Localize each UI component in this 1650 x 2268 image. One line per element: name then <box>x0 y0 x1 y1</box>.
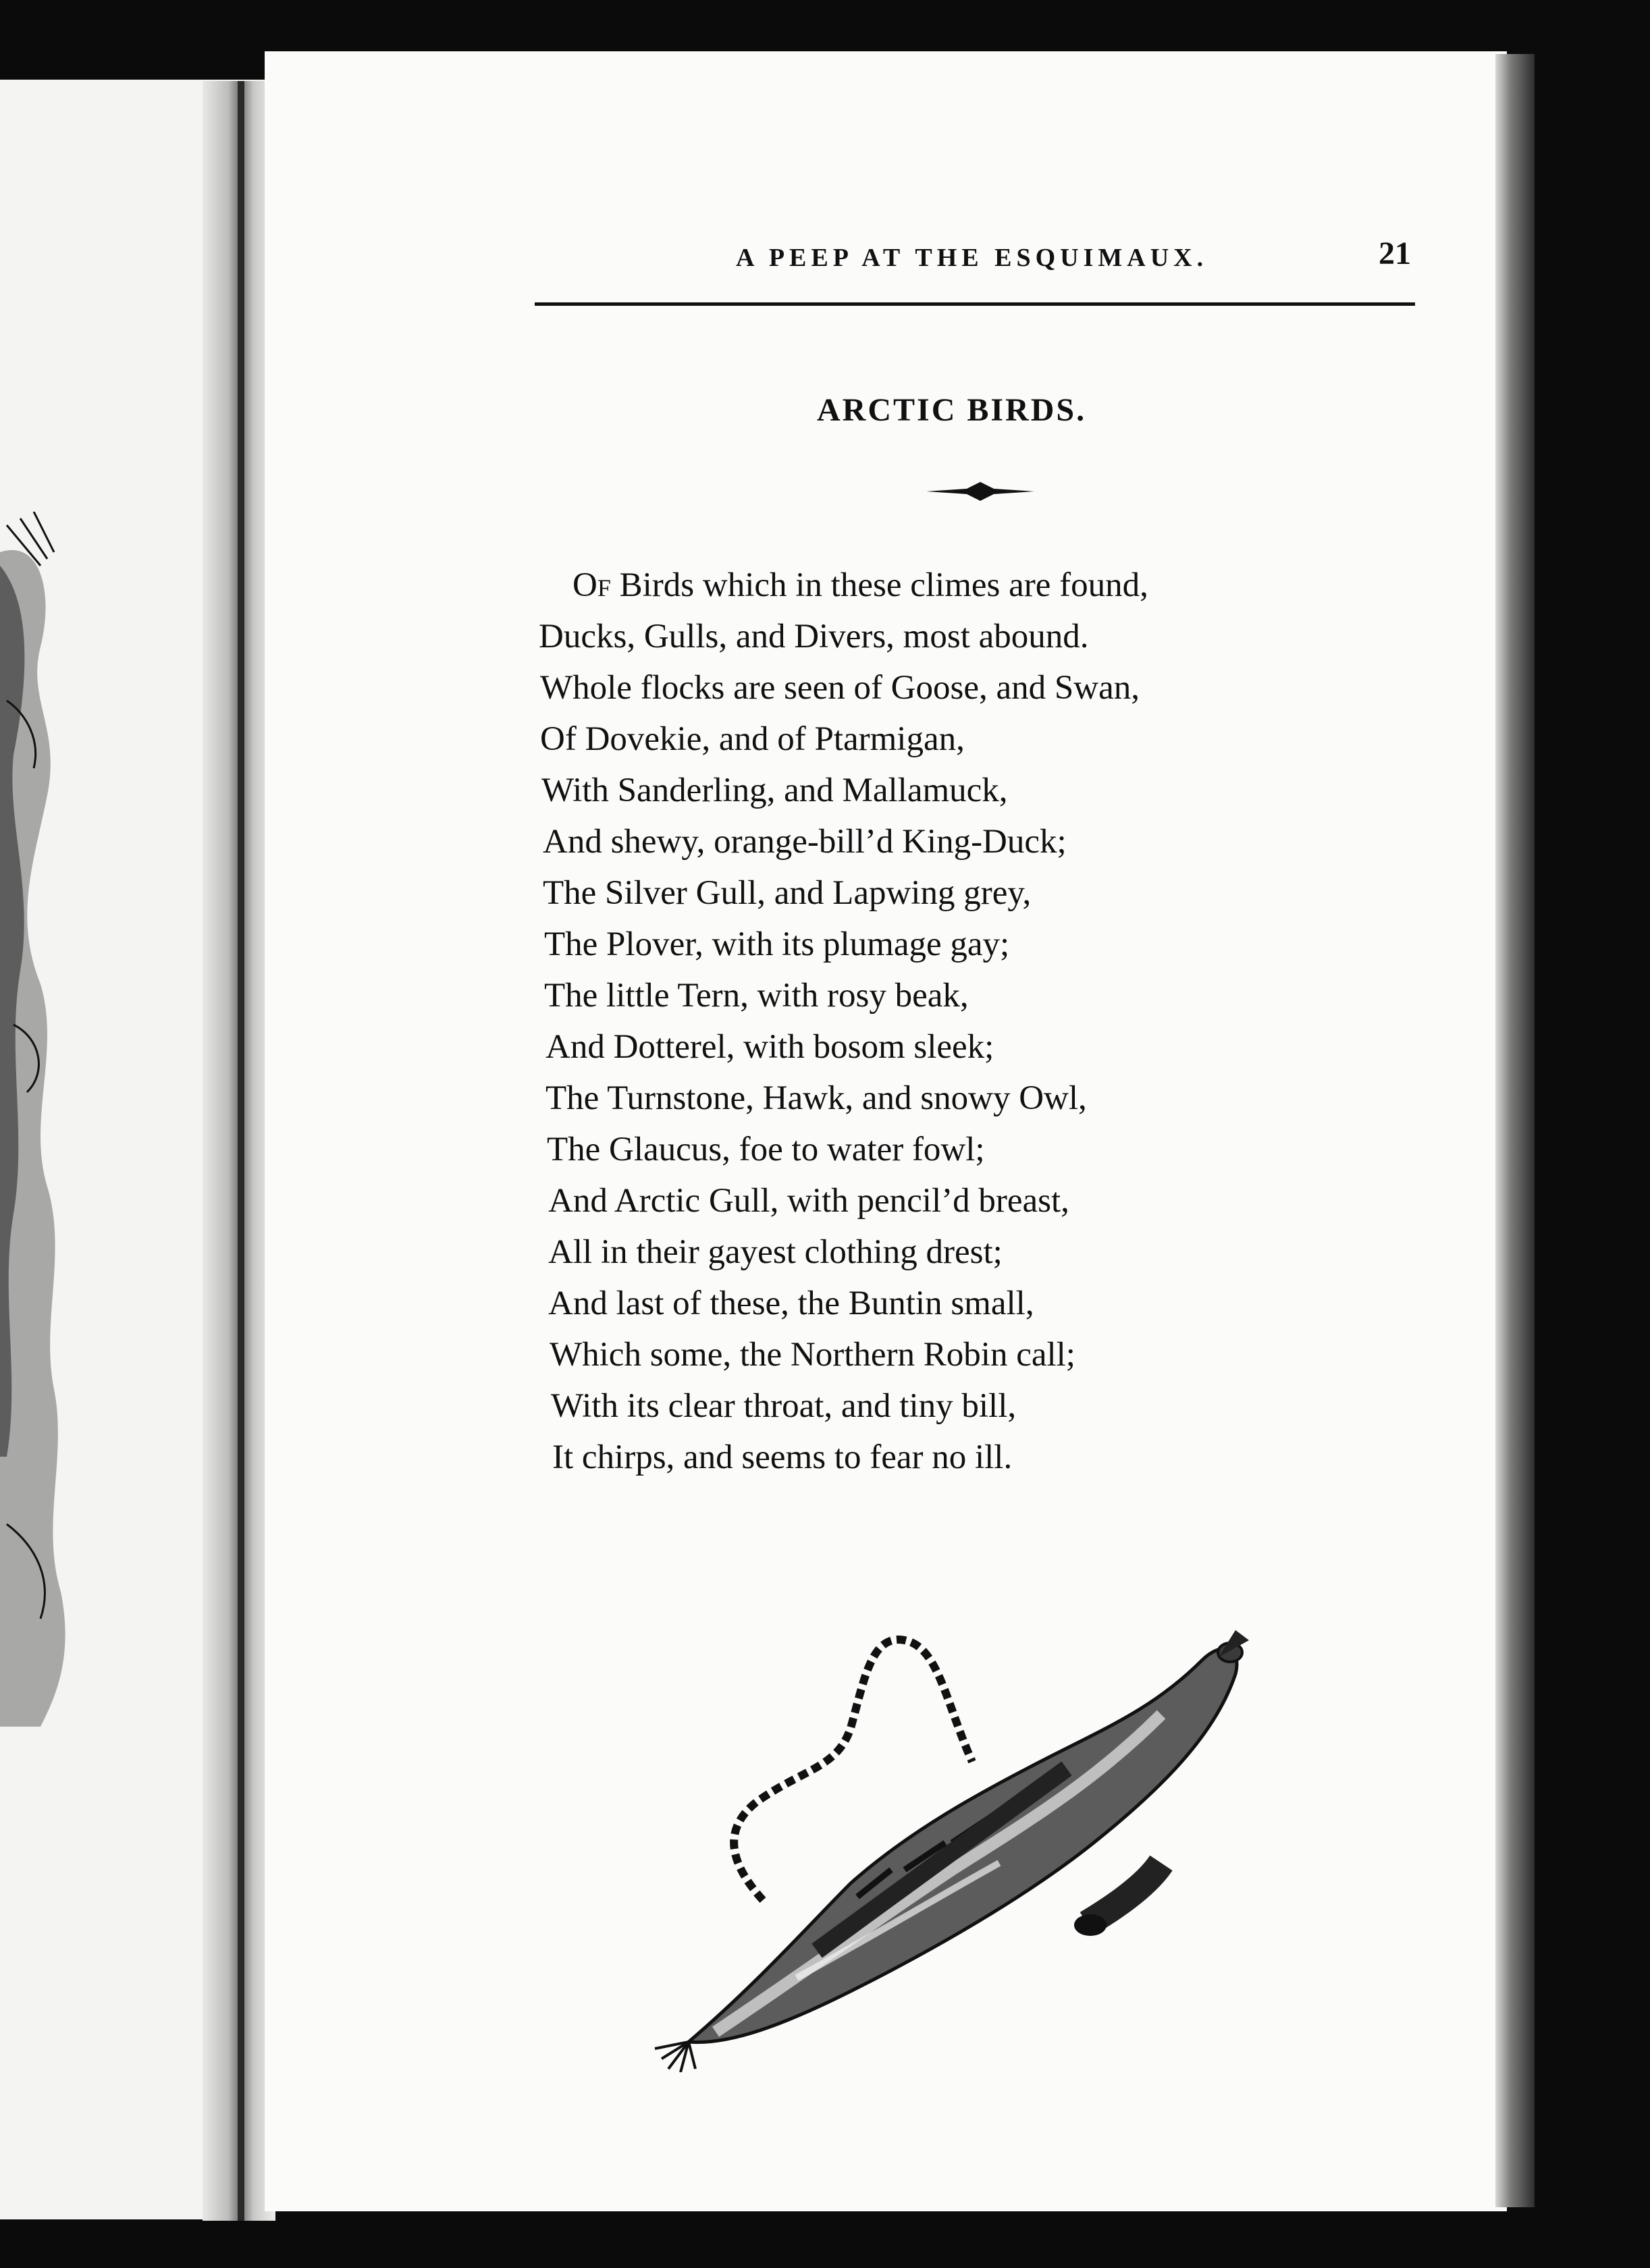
poem-line: And shewy, orange-bill’d King-Duck; <box>543 823 1067 861</box>
poem-line: The Silver Gull, and Lapwing grey, <box>543 874 1032 912</box>
poem-line: And Arctic Gull, with pencil’d breast, <box>548 1182 1069 1220</box>
left-page-illustration-fragment <box>0 512 95 1727</box>
poem-title: ARCTIC BIRDS. <box>817 392 1087 428</box>
header-rule <box>535 302 1415 306</box>
page-edge <box>1495 54 1535 2207</box>
poem-line: Of Birds which in these climes are found, <box>573 566 1148 604</box>
poem-line: With its clear throat, and tiny bill, <box>551 1387 1017 1425</box>
poem-line: The little Tern, with rosy beak, <box>544 977 969 1015</box>
gutter-fold <box>238 81 244 2221</box>
poem-line: Which some, the Northern Robin call; <box>550 1336 1075 1374</box>
poem-line: The Plover, with its plumage gay; <box>544 925 1010 963</box>
poem-line: Whole flocks are seen of Goose, and Swan, <box>540 669 1140 707</box>
poem-line: Ducks, Gulls, and Divers, most abound. <box>539 618 1089 655</box>
poem-line: The Glaucus, foe to water fowl; <box>547 1131 985 1168</box>
poem-line: Of Dovekie, and of Ptarmigan, <box>540 720 965 758</box>
ornament-icon <box>926 481 1034 502</box>
running-head: A PEEP AT THE ESQUIMAUX. <box>736 244 1208 272</box>
poem-line: The Turnstone, Hawk, and snowy Owl, <box>545 1079 1087 1117</box>
poem-line: And last of these, the Buntin small, <box>548 1285 1034 1322</box>
poem-line: With Sanderling, and Mallamuck, <box>541 772 1008 809</box>
drop-word: Of <box>573 566 611 604</box>
poem-line: And Dotterel, with bosom sleek; <box>545 1028 994 1066</box>
seal-skin-float-icon <box>648 1546 1289 2072</box>
page-number: 21 <box>1379 236 1411 271</box>
poem-line: All in their gayest clothing drest; <box>548 1233 1003 1271</box>
poem-line: It chirps, and seems to fear no ill. <box>552 1438 1013 1476</box>
